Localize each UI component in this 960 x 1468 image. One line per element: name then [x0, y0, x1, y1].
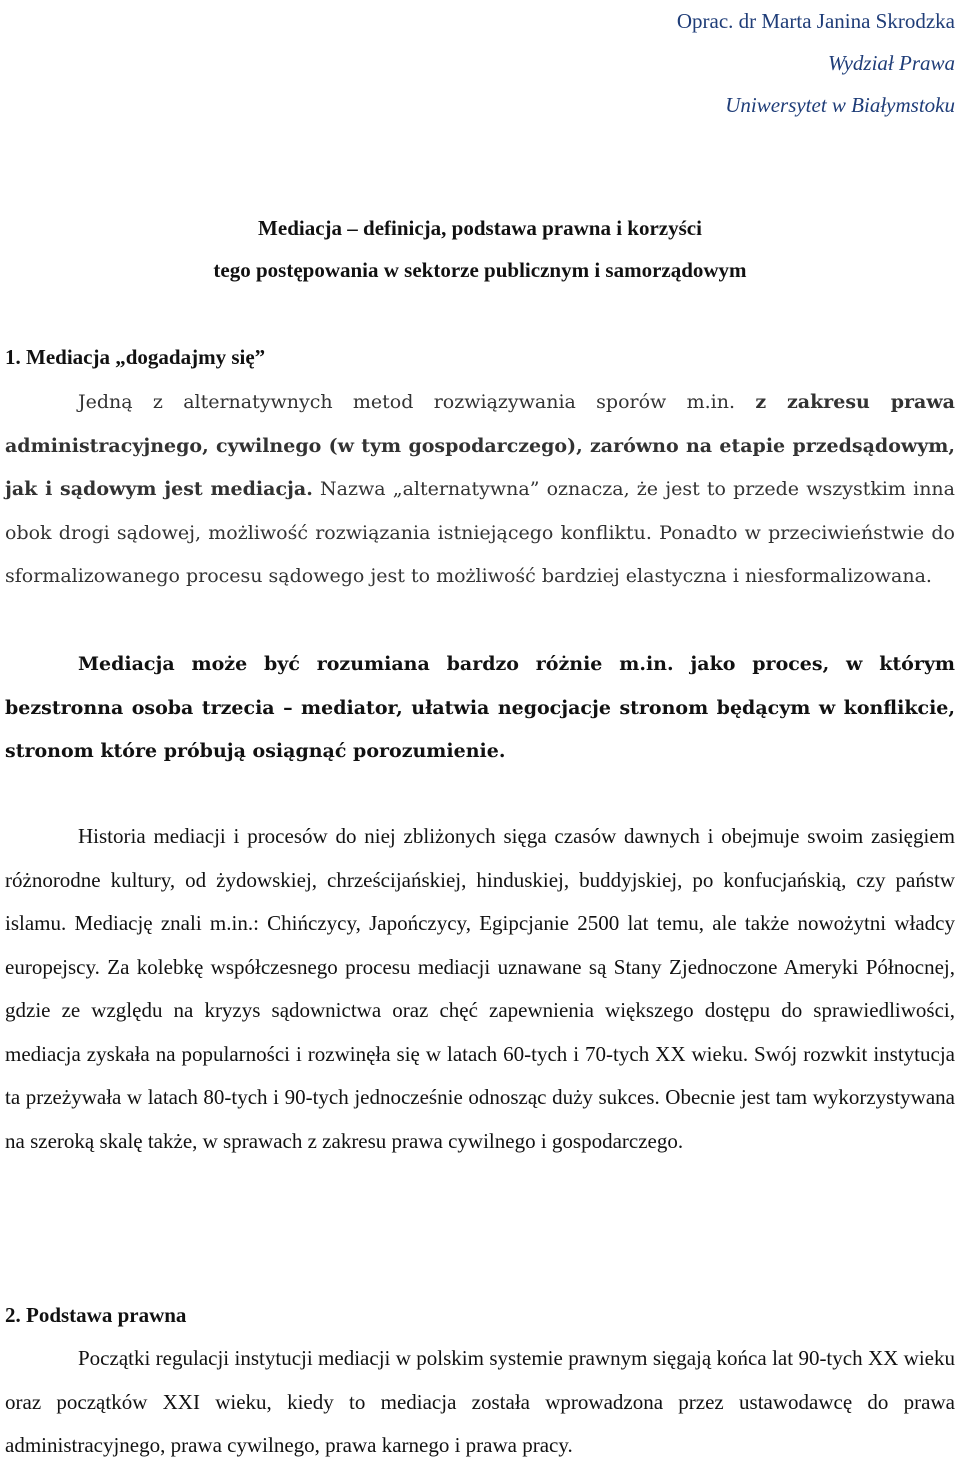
author-header [677, 0, 955, 126]
paragraph-1-rest: Nazwa „alternatywna” oznacza, że jest to przede wszystkim inna obok drogi sądowej, możliwość rozwiązania istniejącego konfliktu. Ponadto w przeciwieństwie do sformalizowanego procesu sądowego jest to możliwość bardziej elastyczna i niesformalizowana. [5, 478, 955, 587]
section-1-heading: 1. Mediacja „dogadajmy się” [5, 345, 266, 369]
title-line-1: Mediacja – definicja, podstawa prawna i korzyści [258, 216, 702, 240]
section-2-paragraph-1: Początki regulacji instytucji mediacji w polskim systemie prawnym sięgają końca lat 90-tych XX wieku oraz początków XXI wieku, kiedy to mediacja została wprowadzona przez ustawodawcę do prawa administracyjnego, prawa cywilnego, prawa karnego i prawa pracy. [5, 1346, 955, 1457]
faculty-name: Wydział Prawa [828, 51, 955, 75]
section-1-paragraph-3: Historia mediacji i procesów do niej zbliżonych sięga czasów dawnych i obejmuje swoim zasięgiem różnorodne kultury, od żydowskiej, chrześcijańskiej, hinduskiej, buddyjskiej, po konfucjańskią, czy państw islamu. Mediację znali m.in.: Chińczycy, Japończycy, Egipcjanie 2500 lat temu, ale także nowożytni władcy europejscy. Za kolebkę współczesnego procesu mediacji uznawane są Stany Zjednoczone Ameryki Północnej, gdzie ze względu na kryzys sądownictwa oraz chęć zapewnienia większego dostępu do sprawiedliwości, mediacja zyskała na popularności i rozwinęła się w latach 60-tych i 70-tych XX wieku. Swój rozwkit instytucja ta przeżywała w latach 80-tych i 90-tych jednocześnie odnosząc duży sukces. Obecnie jest tam wykorzystywana na szeroką skalę także, w sprawach z zakresu prawa cywilnego i gospodarczego. [5, 824, 955, 1153]
paragraph-1-bold: z zakresu prawa administracyjnego, cywilnego (w tym gospodarczego), zarówno na etapie przedsądowym, jak i sądowym jest mediacja. [5, 391, 955, 500]
document-page [5, 0, 955, 1460]
author-name: Oprac. dr Marta Janina Skrodzka [676, 9, 955, 33]
paragraph-1-intro: Jedną z alternatywnych metod rozwiązywania sporów m.in. [78, 391, 736, 413]
section-2-heading: 2. Podstawa prawna [5, 1303, 187, 1327]
paragraph-2-part-b: ułatwia negocjacje stronom będącym w konflikcie, stronom które próbują osiągnąć porozumienie. [5, 696, 955, 762]
university-name: Uniwersytet w Białymstoku [725, 93, 955, 117]
document-title [5, 207, 955, 291]
title-line-2: tego postępowania w sektorze publicznym i samorządowym [213, 258, 747, 282]
paragraph-2-part-a: Mediacja może być rozumiana bardzo różnie m.in. jako proces, w którym bezstronna osoba trzecia – mediator, [5, 653, 955, 719]
section-1-paragraph-1 [5, 381, 955, 599]
section-1-paragraph-2 [5, 643, 955, 774]
